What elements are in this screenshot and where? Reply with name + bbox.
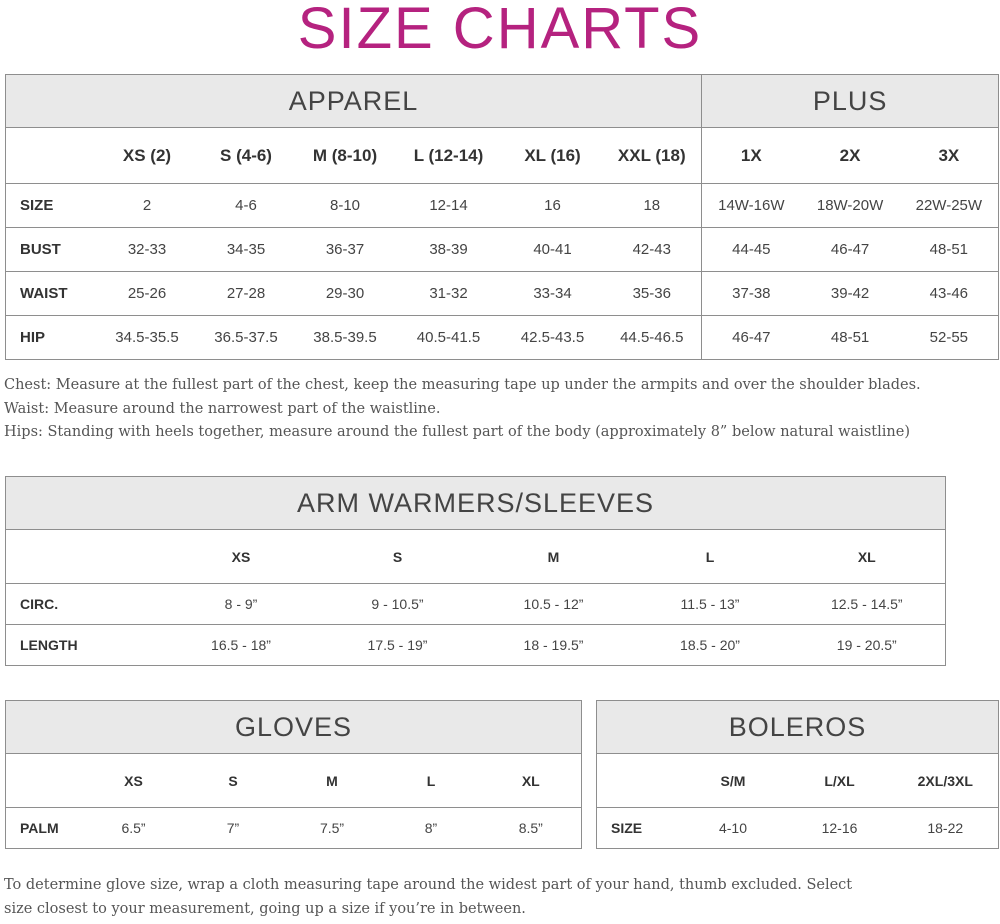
table-cell: 27-28 [197,272,296,316]
table-cell: 52-55 [900,316,999,360]
col-header-s: S [184,754,283,808]
col-header-l: L [382,754,481,808]
table-cell: 46-47 [702,316,801,360]
col-header-xs: XS [84,754,184,808]
table-cell: 22W-25W [900,184,999,228]
table-cell: 18W-20W [801,184,900,228]
gloves-corner-cell [6,754,84,808]
boleros-size-table [596,700,999,849]
col-header-2xl-3xl: 2XL/3XL [893,754,999,808]
row-label-palm: PALM [6,808,84,849]
table-cell: 18 - 19.5” [476,625,632,666]
table-row [6,584,946,625]
row-label-size: SIZE [6,184,98,228]
row-label-bust: BUST [6,228,98,272]
page-title: SIZE CHARTS [297,0,703,61]
table-cell: 44-45 [702,228,801,272]
table-cell: 16.5 - 18” [163,625,320,666]
table-cell: 18-22 [893,808,999,849]
col-header-l: L (12-14) [395,128,503,184]
table-cell: 48-51 [801,316,900,360]
table-cell: 4-10 [680,808,787,849]
table-cell: 6.5” [84,808,184,849]
table-cell: 39-42 [801,272,900,316]
hips-note: Hips: Standing with heels together, measure around the fullest part of the body (approximately 8” below natural waistline) [4,424,910,440]
row-label-circ: CIRC. [6,584,163,625]
table-cell: 34.5-35.5 [98,316,197,360]
table-cell: 29-30 [296,272,395,316]
table-cell: 14W-16W [702,184,801,228]
table-cell: 25-26 [98,272,197,316]
table-row [6,272,999,316]
table-cell: 38-39 [395,228,503,272]
boleros-header: BOLEROS [597,701,999,754]
table-cell: 7” [184,808,283,849]
table-cell: 18 [603,184,702,228]
table-cell: 35-36 [603,272,702,316]
col-header-s: S [320,530,476,584]
col-header-xl: XL [789,530,946,584]
table-row [6,316,999,360]
glove-note-line: To determine glove size, wrap a cloth measuring tape around the widest part of your hand, thumb excluded. Select [4,877,853,893]
col-header-xs: XS (2) [98,128,197,184]
table-cell: 46-47 [801,228,900,272]
table-row [6,625,946,666]
table-cell: 36.5-37.5 [197,316,296,360]
arm-warmers-header: ARM WARMERS/SLEEVES [6,477,946,530]
table-cell: 12-16 [787,808,893,849]
measurement-notes [4,374,921,445]
plus-header: PLUS [702,75,999,128]
row-label-hip: HIP [6,316,98,360]
table-cell: 43-46 [900,272,999,316]
glove-sizing-note [4,874,852,921]
waist-note: Waist: Measure around the narrowest part of the waistline. [4,400,441,417]
table-row [6,228,999,272]
table-cell: 7.5” [283,808,382,849]
col-header-m: M [283,754,382,808]
col-header-xxl: XXL (18) [603,128,702,184]
table-cell: 8-10 [296,184,395,228]
table-cell: 17.5 - 19” [320,625,476,666]
apparel-header: APPAREL [6,75,702,128]
col-header-2x: 2X [801,128,900,184]
table-cell: 37-38 [702,272,801,316]
table-cell: 8 - 9” [163,584,320,625]
col-header-m: M [476,530,632,584]
col-header-xl: XL [481,754,582,808]
col-header-3x: 3X [900,128,999,184]
boleros-corner-cell [597,754,680,808]
table-cell: 18.5 - 20” [632,625,789,666]
table-cell: 16 [503,184,603,228]
col-header-xl: XL (16) [503,128,603,184]
table-cell: 42.5-43.5 [503,316,603,360]
table-row [6,184,999,228]
table-cell: 40-41 [503,228,603,272]
table-cell: 38.5-39.5 [296,316,395,360]
table-cell: 4-6 [197,184,296,228]
col-header-m: M (8-10) [296,128,395,184]
table-cell: 8.5” [481,808,582,849]
arm-warmers-size-table [5,476,946,666]
table-cell: 8” [382,808,481,849]
col-header-xs: XS [163,530,320,584]
table-cell: 32-33 [98,228,197,272]
apparel-corner-cell [6,128,98,184]
gloves-size-table [5,700,582,849]
arm-corner-cell [6,530,163,584]
table-cell: 2 [98,184,197,228]
table-cell: 33-34 [503,272,603,316]
table-cell: 31-32 [395,272,503,316]
table-cell: 9 - 10.5” [320,584,476,625]
col-header-l-xl: L/XL [787,754,893,808]
table-cell: 12.5 - 14.5” [789,584,946,625]
table-cell: 42-43 [603,228,702,272]
table-cell: 36-37 [296,228,395,272]
col-header-s: S (4-6) [197,128,296,184]
table-row [597,808,999,849]
table-cell: 34-35 [197,228,296,272]
col-header-s-m: S/M [680,754,787,808]
glove-note-line: size closest to your measurement, going up a size if you’re in between. [4,900,526,917]
table-cell: 19 - 20.5” [789,625,946,666]
col-header-1x: 1X [702,128,801,184]
row-label-waist: WAIST [6,272,98,316]
table-cell: 40.5-41.5 [395,316,503,360]
table-cell: 12-14 [395,184,503,228]
table-cell: 44.5-46.5 [603,316,702,360]
gloves-header: GLOVES [6,701,582,754]
table-cell: 11.5 - 13” [632,584,789,625]
col-header-l: L [632,530,789,584]
apparel-size-table [5,74,999,360]
row-label-length: LENGTH [6,625,163,666]
row-label-size: SIZE [597,808,680,849]
table-cell: 48-51 [900,228,999,272]
table-cell: 10.5 - 12” [476,584,632,625]
chest-note: Chest: Measure at the fullest part of the chest, keep the measuring tape up under the armpits and over the shoulder blades. [4,377,921,393]
table-row [6,808,582,849]
